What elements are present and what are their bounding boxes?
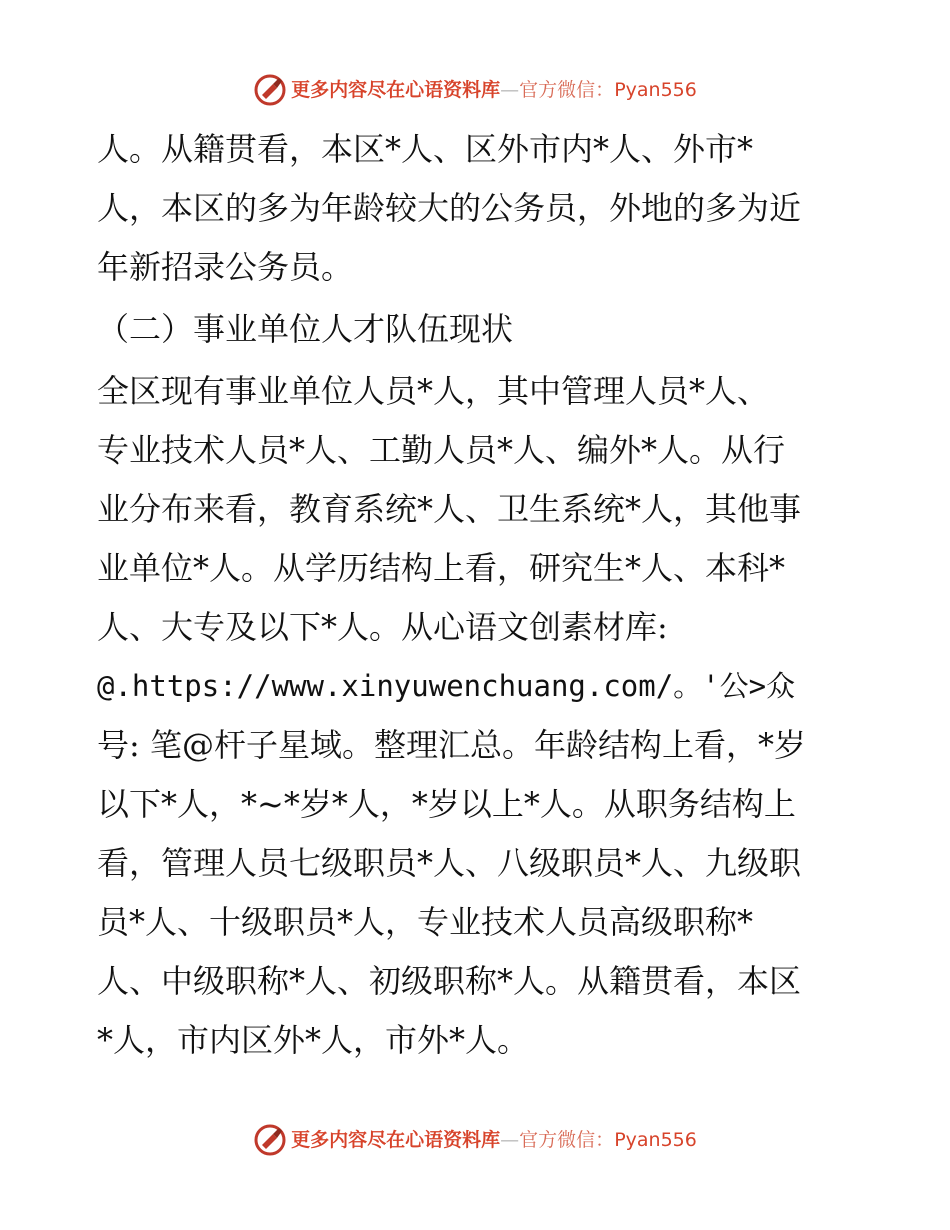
body-line-url: @.https://www.xinyuwenchuang.com/。'公>众 — [97, 669, 796, 703]
document-body — [97, 120, 857, 1070]
body-line: 人、大专及以下*人。从心语文创素材库: — [97, 608, 668, 646]
body-line: 人。从籍贯看，本区*人、区外市内*人、外市* — [97, 130, 754, 168]
footer-separator: — — [500, 1129, 520, 1151]
body-line: 业单位*人。从学历结构上看，研究生*人、本科* — [97, 549, 786, 587]
footer-wechat-label: 官方微信： — [519, 1129, 615, 1151]
body-line: 人、中级职称*人、初级职称*人。从籍贯看，本区 — [97, 962, 802, 1000]
header-wechat-label: 官方微信： — [519, 79, 615, 101]
footer-title: 更多内容尽在心语资料库 — [291, 1129, 501, 1151]
body-line: 看，管理人员七级职员*人、八级职员*人、九级职 — [97, 844, 802, 882]
brand-logo-icon — [253, 73, 287, 107]
body-line: *人，市内区外*人，市外*人。 — [97, 1021, 530, 1059]
header-separator: — — [500, 79, 520, 101]
body-line: 人，本区的多为年龄较大的公务员，外地的多为近 — [97, 189, 802, 227]
footer-banner — [0, 1120, 950, 1160]
body-line: 员*人、十级职员*人，专业技术人员高级职称* — [97, 903, 754, 941]
body-line: 年新招录公务员。 — [97, 248, 354, 286]
body-line: 专业技术人员*人、工勤人员*人、编外*人。从行 — [97, 431, 786, 469]
header-banner — [0, 70, 950, 110]
footer-wechat-id: Pyan556 — [614, 1129, 697, 1151]
brand-logo-icon — [253, 1123, 287, 1157]
body-line: 业分布来看，教育系统*人、卫生系统*人，其他事 — [97, 490, 802, 528]
section-heading: （二）事业单位人才队伍现状 — [97, 310, 514, 348]
body-line: 以下*人，*~*岁*人，*岁以上*人。从职务结构上 — [97, 785, 796, 823]
body-line: 全区现有事业单位人员*人，其中管理人员*人、 — [97, 372, 770, 410]
body-line: 号: 笔@杆子星域。整理汇总。年龄结构上看，*岁 — [97, 726, 806, 764]
header-title: 更多内容尽在心语资料库 — [291, 79, 501, 101]
header-wechat-id: Pyan556 — [614, 79, 697, 101]
